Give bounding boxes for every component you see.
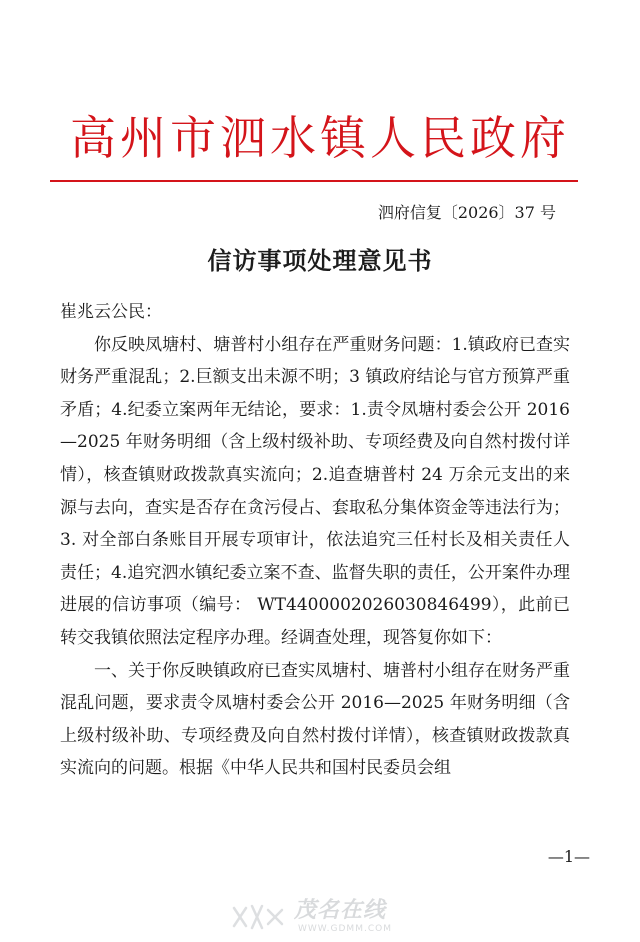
red-header-rule [50, 180, 578, 182]
body-paragraph: 你反映凤塘村、塘普村小组存在严重财务问题：1.镇政府已查实财务严重混乱；2.巨额支出未源不明；3 镇政府结论与官方预算严重矛盾；4.纪委立案两年无结论，要求：1.责令凤塘村委会公开 2016—2025 年财务明细（含上级村级补助、专项经费及向自然村拨付详情），核查镇财政拨款真实流向；2.追查塘普村 24 万余元支出的来源与去向，查实是否存在贪污侵占、套取私分集体资金等违法行为；3. 对全部白条账目开展专项审计，依法追究三任村长及相关责任人责任；4.追究泗水镇纪委立案不查、监督失职的责任，公开案件办理进展的信访事项（编号： WT4400002026030846499），此前已转交我镇依照法定程序办理。经调查处理，现答复你如下： [60, 334, 570, 648]
watermark-logo-icon [228, 900, 288, 934]
document-body [60, 296, 570, 785]
watermark-brand: 茂名在线 [294, 898, 387, 923]
salutation: 崔兆云公民： [60, 302, 162, 322]
watermark [228, 898, 428, 938]
document-title: 信访事项处理意见书 [207, 246, 433, 275]
issuing-organization-title: 高州市泗水镇人民政府 [70, 111, 570, 165]
page-number: —1— [547, 847, 590, 866]
document-number: 泗府信复〔2026〕37 号 [377, 203, 556, 222]
body-paragraph: 一、关于你反映镇政府已查实凤塘村、塘普村小组存在财务严重混乱问题，要求责令凤塘村委会公开 2016—2025 年财务明细（含上级村级补助、专项经费及向自然村拨付详情），核查镇财政拨款真实流向的问题。根据《中华人民共和国村民委员会组 [60, 660, 570, 779]
watermark-url: WWW.GDMM.COM [298, 924, 392, 934]
